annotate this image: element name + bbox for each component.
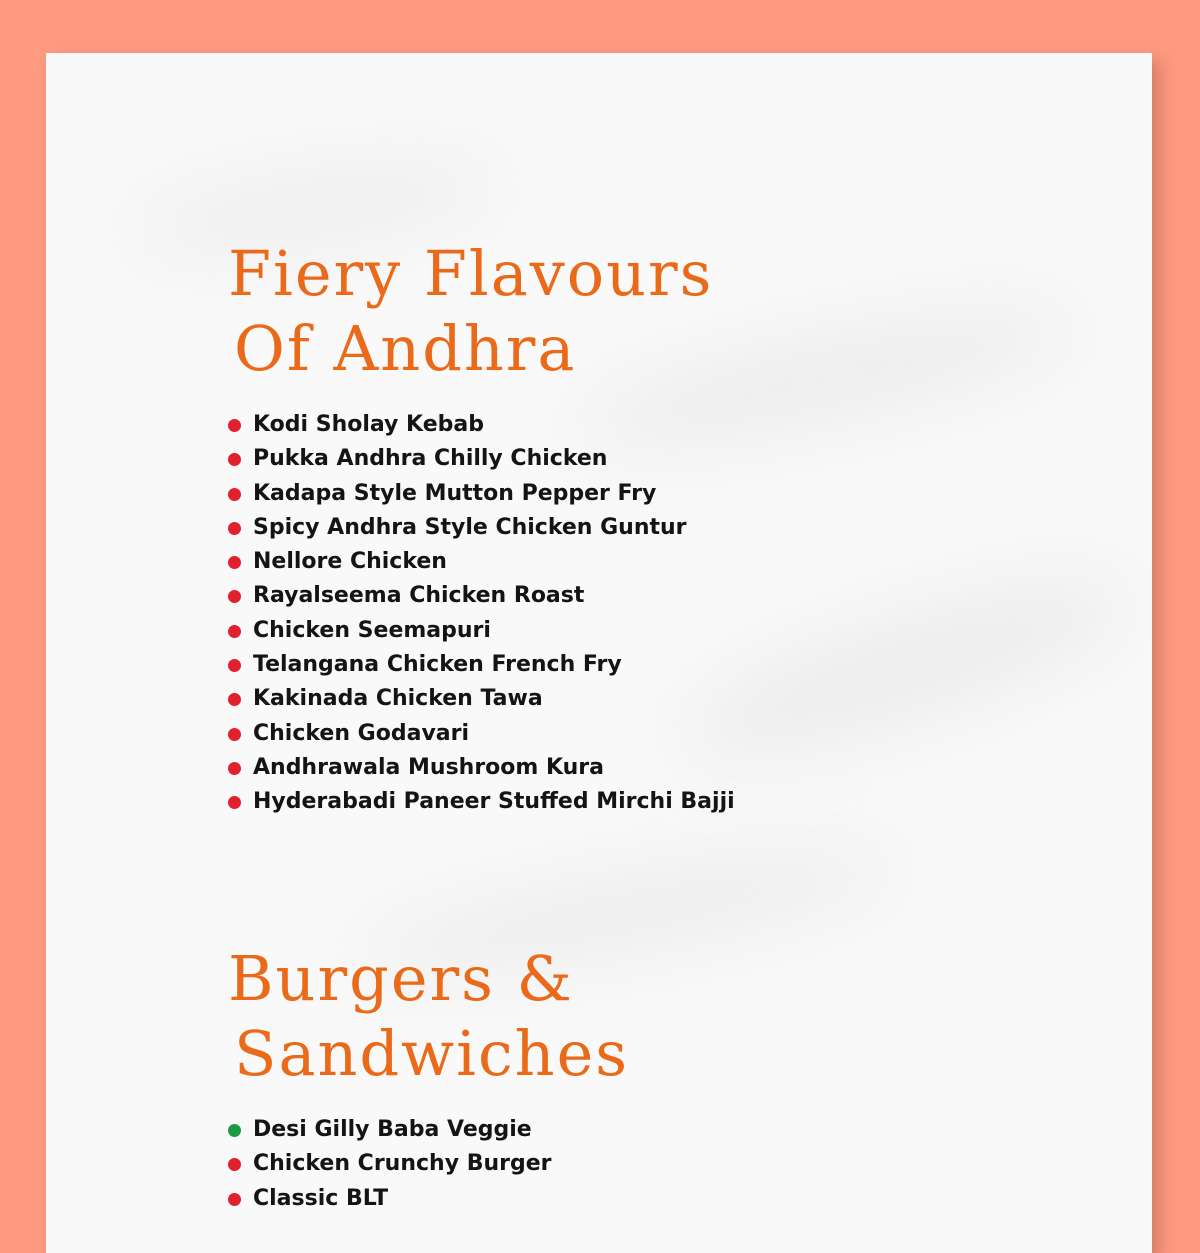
menu-item bbox=[228, 785, 735, 819]
menu-item-name: Pukka Andhra Chilly Chicken bbox=[253, 446, 608, 472]
menu-item-name: Spicy Andhra Style Chicken Guntur bbox=[253, 514, 687, 540]
menu-item bbox=[228, 717, 735, 751]
menu-item bbox=[228, 545, 735, 579]
menu-item bbox=[228, 614, 735, 648]
non-veg-indicator-icon bbox=[228, 1158, 241, 1171]
section-title bbox=[228, 941, 629, 1091]
non-veg-indicator-icon bbox=[228, 453, 241, 466]
menu-item-list bbox=[228, 408, 735, 820]
menu-item bbox=[228, 1113, 629, 1147]
menu-item-name: Nellore Chicken bbox=[253, 549, 447, 575]
menu-item-name: Hyderabadi Paneer Stuffed Mirchi Bajji bbox=[253, 789, 735, 815]
non-veg-indicator-icon bbox=[228, 590, 241, 603]
menu-item bbox=[228, 408, 735, 442]
non-veg-indicator-icon bbox=[228, 728, 241, 741]
menu-item bbox=[228, 648, 735, 682]
menu-item-name: Desi Gilly Baba Veggie bbox=[253, 1117, 532, 1142]
menu-item-name: Kodi Sholay Kebab bbox=[253, 412, 484, 437]
non-veg-indicator-icon bbox=[228, 488, 241, 501]
menu-item-name: Chicken Crunchy Burger bbox=[253, 1151, 552, 1177]
section-title-line-2: Of Andhra bbox=[234, 312, 577, 385]
non-veg-indicator-icon bbox=[228, 1193, 241, 1206]
menu-item bbox=[228, 751, 735, 785]
menu-item bbox=[228, 1147, 629, 1181]
section-burgers-and-sandwiches bbox=[228, 941, 629, 1216]
menu-item-name: Classic BLT bbox=[253, 1185, 389, 1211]
menu-item-name: Chicken Seemapuri bbox=[253, 617, 491, 643]
non-veg-indicator-icon bbox=[228, 693, 241, 706]
menu-page bbox=[46, 53, 1152, 1253]
section-title-line-2: Sandwiches bbox=[234, 1017, 630, 1090]
section-fiery-flavours-of-andhra bbox=[228, 236, 735, 820]
non-veg-indicator-icon bbox=[228, 419, 241, 432]
non-veg-indicator-icon bbox=[228, 796, 241, 809]
menu-item bbox=[228, 579, 735, 613]
menu-item-name: Telangana Chicken French Fry bbox=[253, 652, 622, 678]
veg-indicator-icon bbox=[228, 1124, 241, 1137]
menu-item-name: Kakinada Chicken Tawa bbox=[253, 686, 543, 712]
non-veg-indicator-icon bbox=[228, 522, 241, 535]
menu-item bbox=[228, 682, 735, 716]
non-veg-indicator-icon bbox=[228, 762, 241, 775]
menu-item-list bbox=[228, 1113, 629, 1216]
menu-item bbox=[228, 477, 735, 511]
menu-item bbox=[228, 1182, 629, 1216]
menu-item-name: Kadapa Style Mutton Pepper Fry bbox=[253, 480, 657, 506]
menu-item-name: Rayalseema Chicken Roast bbox=[253, 583, 585, 609]
section-title bbox=[228, 236, 735, 386]
menu-item bbox=[228, 442, 735, 476]
section-title-line-1: Fiery Flavours bbox=[228, 237, 714, 310]
non-veg-indicator-icon bbox=[228, 556, 241, 569]
menu-item-name: Chicken Godavari bbox=[253, 720, 470, 746]
menu-item bbox=[228, 511, 735, 545]
non-veg-indicator-icon bbox=[228, 625, 241, 638]
non-veg-indicator-icon bbox=[228, 659, 241, 672]
section-title-line-1: Burgers & bbox=[228, 942, 574, 1015]
menu-item-name: Andhrawala Mushroom Kura bbox=[253, 754, 605, 780]
